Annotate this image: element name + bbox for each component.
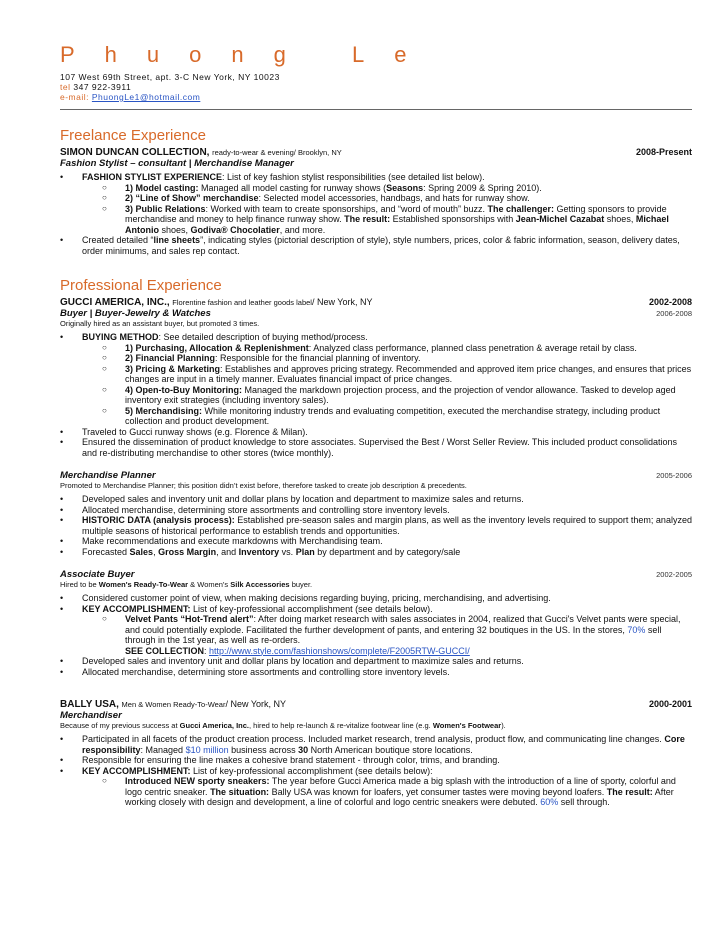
- list-item: • Created detailed “line sheets”, indicating styles (pictorial description of style), style numbers, prices, color & fabric information, season, delivery dates, order minimums, and sales rep contact.: [60, 235, 692, 256]
- list-item: ○ 5) Merchandising: While monitoring industry trends and evaluating competition, executed the merchandise strategy, including product collection and product development.: [82, 406, 692, 427]
- role-note: Originally hired as an assistant buyer, but promoted 3 times.: [60, 319, 260, 328]
- job-role: Buyer | Buyer-Jewelry & Watches: [60, 308, 211, 319]
- list-item: ○ 3) Public Relations: Worked with team to create sponsorships, and “word of mouth” buzz. The challenger: Getting sponsors to provide merchandise and money to help finance runway show. The result: Established sponsorships with Jean-Michel Cazabat shoes, Michael Antonio shoes, Godiva® Chocolatier, and more.: [82, 204, 692, 236]
- email-label: e-mail:: [60, 92, 90, 102]
- role-note: Because of my previous success at Gucci America, Inc., hired to help re-launch & re-vitalize footwear line (e.g. Women's Footwear).: [60, 721, 506, 730]
- candidate-name: Phuong Le: [60, 42, 437, 67]
- role-row: [60, 308, 692, 319]
- address: 107 West 69th Street, apt. 3-C New York, NY 10023: [60, 72, 280, 82]
- job-header-simon-duncan: [60, 147, 692, 158]
- role-dates: 2005-2006: [656, 471, 692, 480]
- job-dates: 2002-2008: [648, 297, 692, 307]
- list-item: ○ Velvet Pants “Hot-Trend alert”: After doing market research with sales associates in 2004, realized that Gucci's Velvet pants were special, and could potentially explode. Facilitated the further development of pants, and entering 32 boutiques in the US. In the stores, 70% sell through in the 1st year, as well as re-orders. SEE COLLECTION: http://www.style.com/fashionshows/complete/F2005RTW-GUCCI/: [82, 614, 692, 656]
- section-title-professional: Professional Experience: [60, 277, 222, 294]
- list-item: ○ 2) “Line of Show” merchandise: Selected model accessories, handbags, and hats for runway show.: [82, 193, 692, 204]
- list-item: • KEY ACCOMPLISHMENT: List of key-professional accomplishment (see details below). ○ Velvet Pants “Hot-Trend alert”: After doing market research with sales associates in 2004, realized that Gucci's Velvet pants were special, and could potentially explode. Facilitated the further development of pants, and entering 32 boutiques in the US. In the stores, 70% sell through in the 1st year, as well as re-orders. SEE COLLECTION: http://www.style.com/fashionshows/complete/F2005RTW-GUCCI/: [60, 604, 692, 657]
- list-item: ○ 1) Model casting: Managed all model casting for runway shows (Seasons: Spring 2009 & Spring 2010).: [82, 183, 692, 194]
- job-role: Merchandiser: [60, 710, 122, 721]
- list-item: • Traveled to Gucci runway shows (e.g. Florence & Milan).: [60, 427, 692, 438]
- list-item: • BUYING METHOD: See detailed description of buying method/process. ○ 1) Purchasing, Allocation & Replenishment: Analyzed class performance, planned class penetration & average retail by class. ○ 2) Financial Planning: Responsible for the financial planning of inventory. ○ 3) Pricing & Marketing: Establishes and approves pricing strategy. Recommended and approved item price changes, and ensures that prices changes are input in a timely manner. Evaluates financial impact of price changes. ○ 4) Open-to-Buy Monitoring: Managed the markdown projection process, and the projection of vendor allowance. Tasked to develop aged inventory exit strategies (including inventory sales). ○ 5) Merchandising: While monitoring industry trends and evaluating competition, executed the merchandise strategy, including product collection and product development.: [60, 332, 692, 427]
- list-item: ○ 2) Financial Planning: Responsible for the financial planning of inventory.: [82, 353, 692, 364]
- header-divider: [60, 109, 692, 110]
- job-dates: 2008-Present: [635, 147, 692, 157]
- job-role: Merchandise Planner: [60, 470, 156, 481]
- job-role: Associate Buyer: [60, 569, 135, 580]
- company-name: SIMON DUNCAN COLLECTION,: [60, 147, 210, 158]
- tel-label: tel: [60, 82, 71, 92]
- list-item: • Make recommendations and execute markdowns with Merchandising team.: [60, 536, 692, 547]
- buyer-bullets: [60, 332, 692, 458]
- list-item: • FASHION STYLIST EXPERIENCE: List of key fashion stylist responsibilities (see detailed list below). ○ 1) Model casting: Managed all model casting for runway shows (Seasons: Spring 2009 & Spring 2010). ○ 2) “Line of Show” merchandise: Selected model accessories, handbags, and hats for runway show. ○ 3) Public Relations: Worked with team to create sponsorships, and “word of mouth” buzz. The challenger: Getting sponsors to provide merchandise and money to help finance runway show. The result: Established sponsorships with Jean-Michel Cazabat shoes, Michael Antonio shoes, Godiva® Chocolatier, and more.: [60, 172, 692, 235]
- email-link[interactable]: PhuongLe1@hotmail.com: [91, 92, 201, 102]
- company-name: GUCCI AMERICA, INC.,: [60, 297, 170, 308]
- role-note: Hired to be Women's Ready-To-Wear & Women's Silk Accessories buyer.: [60, 580, 313, 589]
- bally-bullets: [60, 734, 692, 808]
- tel-number: 347 922-3911: [73, 82, 132, 92]
- planner-bullets: [60, 494, 692, 557]
- associate-bullets: [60, 593, 692, 677]
- list-item: • Ensured the dissemination of product knowledge to store associates. Supervised the Best / Worst Seller Review. This included product consolidations and re-distributing merchandise to other stores (twice monthly).: [60, 437, 692, 458]
- company-desc: Men & Women Ready-To-Wear: [121, 700, 226, 709]
- list-item: • Considered customer point of view, when making decisions regarding buying, pricing, merchandising, and advertising.: [60, 593, 692, 604]
- job-dates: 2000-2001: [648, 699, 692, 709]
- email-line: [60, 92, 692, 102]
- list-item: ○ Introduced NEW sporty sneakers: The year before Gucci America made a big splash with the introduction of a line of sporty, colorful and logo centric sneaker. The situation: Bally USA was known for loafers, yet consumer tastes were moving beyond loafers. The result: After working closely with design and development, a line of colorful and logo centric sneakers were debuted. 60% sell through.: [82, 776, 692, 808]
- list-item: • Allocated merchandise, determining store assortments and controlling store inventory levels.: [60, 667, 692, 678]
- freelance-bullets: [60, 172, 692, 256]
- list-item: ○ 3) Pricing & Marketing: Establishes and approves pricing strategy. Recommended and approved item price changes, and ensures that prices changes are input in a timely manner. Evaluates financial impact of price changes.: [82, 364, 692, 385]
- list-item: • Responsible for ensuring the line makes a cohesive brand statement - through color, trims, and branding.: [60, 755, 692, 766]
- role-row: [60, 569, 692, 580]
- job-header-bally: BALLY USA, Men & Women Ready-To-Wear/ New York, NY 2000-2001: [60, 699, 692, 710]
- list-item: ○ 4) Open-to-Buy Monitoring: Managed the markdown projection process, and the projection of vendor allowance. Tasked to develop aged inventory exit strategies (including inventory sales).: [82, 385, 692, 406]
- company-desc: ready-to-wear & evening/ Brooklyn, NY: [212, 148, 342, 157]
- role-row: [60, 470, 692, 481]
- list-item: • Developed sales and inventory unit and dollar plans by location and department to maximize sales and returns.: [60, 494, 692, 505]
- list-item: • Participated in all facets of the product creation process. Included market research, trend analysis, product flow, and communicating line changes. Core responsibility: Managed $10 million business across 30 North American boutique store locations.: [60, 734, 692, 755]
- job-role: Fashion Stylist – consultant | Merchandise Manager: [60, 158, 294, 169]
- list-item: • KEY ACCOMPLISHMENT: List of key-professional accomplishment (see details below): ○ Introduced NEW sporty sneakers: The year before Gucci America made a big splash with the introduction of a line of sporty, colorful and logo centric sneaker. The situation: Bally USA was known for loafers, yet consumer tastes were moving beyond loafers. The result: After working closely with design and development, a line of colorful and logo centric sneakers were debuted. 60% sell through.: [60, 766, 692, 808]
- phone-line: [60, 82, 692, 92]
- role-note: Promoted to Merchandise Planner; this position didn’t exist before, therefore tasked to create job description & precedents.: [60, 481, 467, 490]
- list-item: • Allocated merchandise, determining store assortments and controlling store inventory levels.: [60, 505, 692, 516]
- section-title-freelance: Freelance Experience: [60, 127, 206, 144]
- company-name: BALLY USA,: [60, 699, 119, 710]
- job-header-gucci: GUCCI AMERICA, INC., Florentine fashion and leather goods label/ New York, NY 2002-2008: [60, 297, 692, 308]
- collection-link[interactable]: http://www.style.com/fashionshows/complete/F2005RTW-GUCCI/: [209, 645, 470, 656]
- list-item: • Developed sales and inventory unit and dollar plans by location and department to maximize sales and returns.: [60, 656, 692, 667]
- company-desc: Florentine fashion and leather goods label: [172, 298, 312, 307]
- role-dates: 2002-2005: [656, 570, 692, 579]
- role-dates: 2006-2008: [656, 309, 692, 318]
- list-item: ○ 1) Purchasing, Allocation & Replenishment: Analyzed class performance, planned class penetration & average retail by class.: [82, 343, 692, 354]
- list-item: • HISTORIC DATA (analysis process): Established pre-season sales and margin plans, as well as the inventory levels required to support them; analyzed multiple seasons of historical performance to establish trends and opportunities.: [60, 515, 692, 536]
- list-item: • Forecasted Sales, Gross Margin, and Inventory vs. Plan by department and by category/sale: [60, 547, 692, 558]
- resume-page: [60, 40, 692, 808]
